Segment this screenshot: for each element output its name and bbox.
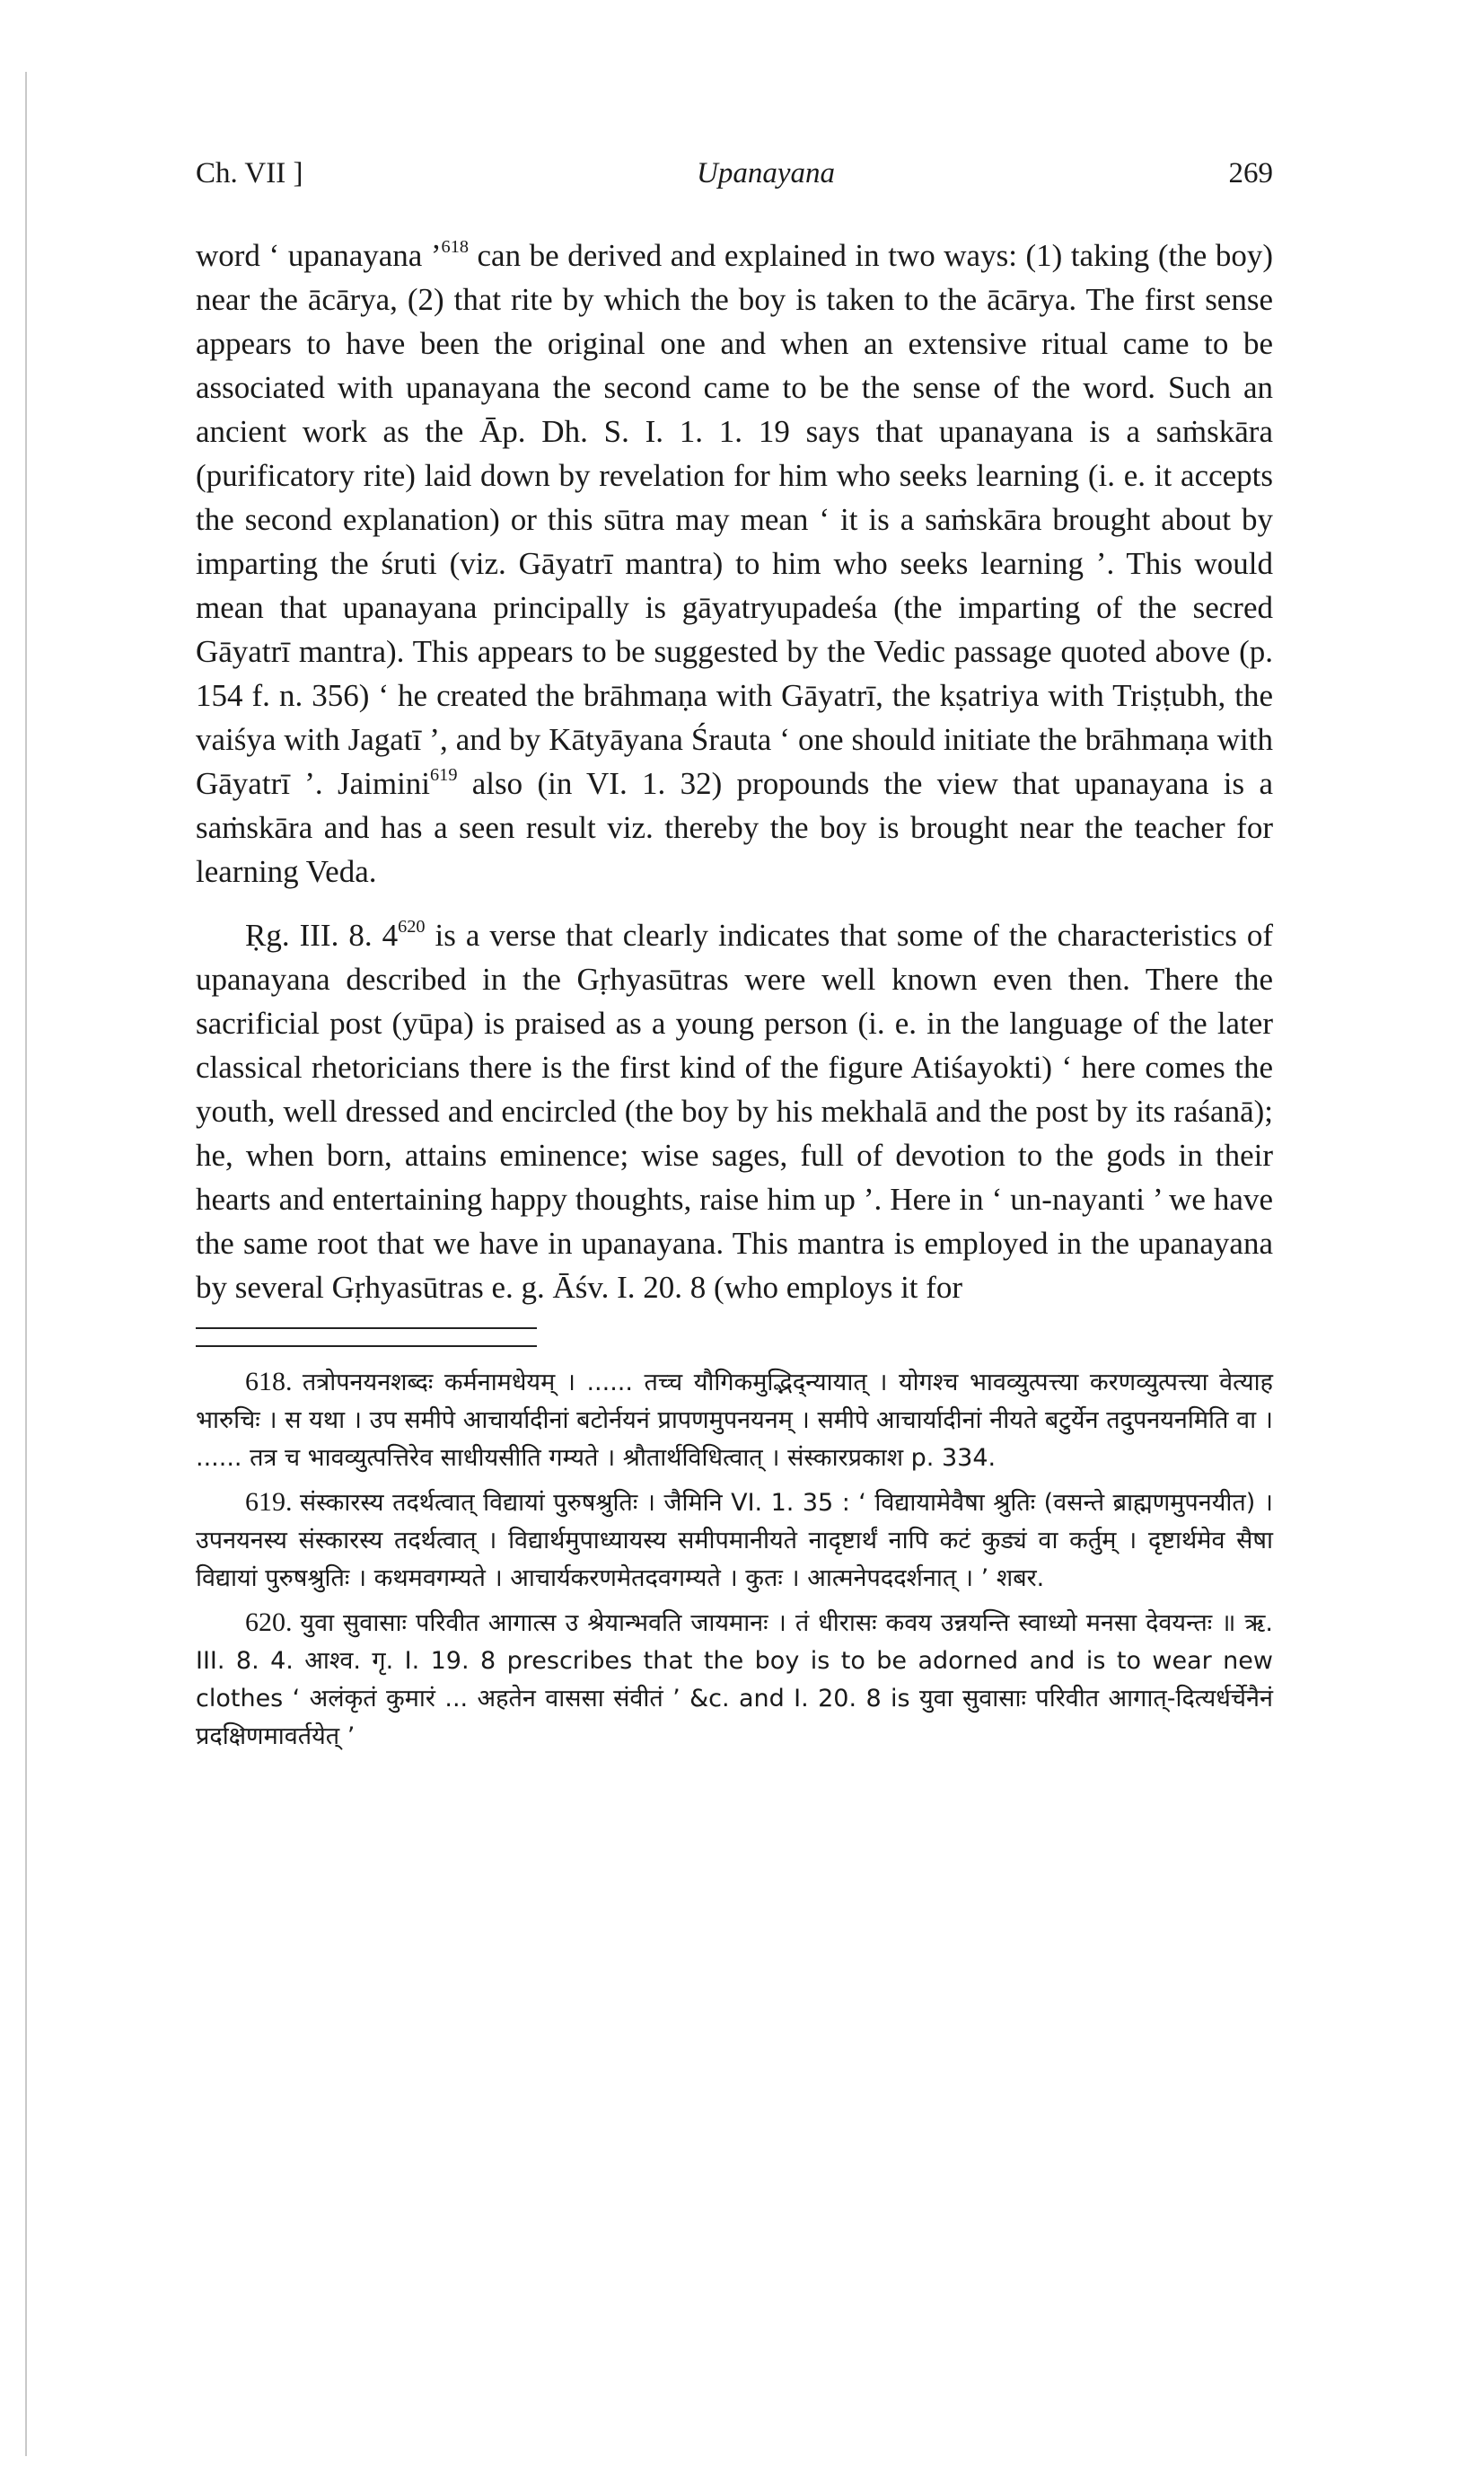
footnote-620: [196, 1604, 1273, 1755]
paragraph-text: is a verse that clearly indicates that some of the characteristics of upanayana described in the Gṛhyasūtras were well known even then. There the sacrificial post (yūpa) is praised as a young person (i. e. in the language of the later classical rhetoricians there is the first kind of the figure Atiśayokti) ‘ here comes the youth, well dressed and encircled (the boy by his mekhalā and the post by its raśanā); he, when born, attains eminence; wise sages, full of devotion to the gods in their hearts and entertaining happy thoughts, raise him up ’. Here in ‘ un-nayanti ’ we have the same root that we have in upanayana. This mantra is employed in the upanayana by several Gṛhyasūtras e. g. Āśv. I. 20. 8 (who employs it for: [196, 918, 1274, 1305]
scan-margin-line: [25, 72, 27, 2456]
page-number: 269: [1228, 157, 1273, 189]
footnote-text: तत्रोपनयनशब्दः कर्मनामधेयम् । ...... तच्च यौगिकमुद्भिद्न्यायात् । योगश्च भावव्युत्पत्त्या करणव्युत्पत्त्या वेत्याह भारुचिः । स यथा । उप समीपे आचार्यादीनां बटोर्नयनं प्रापणमुपनयनम् । समीपे आचार्यादीनां नीयते बटुर्येन तदुपनयनमिति वा । ...... तत्र च भावव्युत्पत्तिरेव साधीयसीति गम्यते । श्रौतार्थविधित्वात् । संस्कारप्रकाश p. 334.: [196, 1369, 1273, 1472]
main-text: [196, 233, 1273, 1309]
footnote-619: [196, 1484, 1273, 1597]
paragraph: [196, 233, 1273, 894]
book-page: [196, 157, 1273, 1762]
footnote-text: युवा सुवासाः परिवीत आगात्स उ श्रेयान्भवति जायमानः । तं धीरासः कवय उन्नयन्ति स्वाध्यो मनसा देवयन्तः ॥ ऋ. III. 8. 4. आश्व. गृ. I. 19. 8 prescribes that the boy is to be adorned and is to wear new clothes ‘ अलंकृतं कुमारं ... अहतेन वाससा संवीतं ’ &c. and I. 20. 8 is युवा सुवासाः परिवीत आगात्-दित्यर्धर्चेनैनं प्रदक्षिणमावर्तयेत् ’: [196, 1609, 1274, 1750]
footnote-number: 618.: [245, 1367, 293, 1396]
paragraph-text: can be derived and explained in two ways: (1) taking (the boy) near the ācārya, (2) that rite by which the boy is taken to the ācārya. The first sense appears to have been the original one and when an extensive ritual came to be associated with upanayana the second came to be the sense of the word. Such an ancient work as the Āp. Dh. S. I. 1. 1. 19 says that upanayana is a saṁskāra (purificatory rite) laid down by revelation for him who seeks learning (i. e. it accepts the second explanation) or this sūtra may mean ‘ it is a saṁskāra brought about by imparting the śruti (viz. Gāyatrī mantra) to him who seeks learning ’. This would mean that upanayana principally is gāyatryupadeśa (the imparting of the secred Gāyatrī mantra). This appears to be suggested by the Vedic passage quoted above (p. 154 f. n. 356) ‘ he created the brāhmaṇa with Gāyatrī, the kṣatriya with Triṣṭubh, the vaiśya with Jagatī ’, and by Kātyāyana Śrauta ‘ one should initiate the brāhmaṇa with Gāyatrī ’. Jaimini: [196, 238, 1273, 801]
footnote-ref-618: 618: [441, 236, 469, 257]
paragraph: [196, 913, 1273, 1309]
running-title: Upanayana: [696, 157, 835, 189]
chapter-label: Ch. VII ]: [196, 157, 303, 189]
footnote-text: संस्कारस्य तदर्थत्वात् विद्यायां पुरुषश्रुतिः । जैमिनि VI. 1. 35 : ‘ विद्यायामेवैषा श्रुतिः (वसन्ते ब्राह्मणमुपनयीत) । उपनयनस्य संस्कारस्य तदर्थत्वात् । विद्यार्थमुपाध्यायस्य समीपमानीयते नादृष्टार्थं नापि कटं कुड्यं वा कर्तुम् । दृष्टार्थमेव सैषा विद्यायां पुरुषश्रुतिः । कथमवगम्यते । आचार्यकरणमेतदवगम्यते । कुतः । आत्मनेपददर्शनात् । ’ शबर.: [196, 1489, 1273, 1592]
footnote-number: 619.: [245, 1487, 293, 1517]
footnote-ref-620: 620: [398, 916, 426, 937]
footnotes: [196, 1363, 1273, 1755]
paragraph-text: word ‘ upanayana ’: [196, 238, 442, 273]
footnote-number: 620.: [245, 1607, 293, 1637]
paragraph-text: Ṛg. III. 8. 4: [245, 918, 399, 953]
running-header: [196, 157, 1273, 190]
footnote-divider: [196, 1327, 537, 1329]
paragraph-text: also (in VI. 1. 32) propounds the view that upanayana is a saṁskāra and has a seen result viz. thereby the boy is brought near the teacher for learning Veda.: [196, 766, 1273, 889]
footnote-618: [196, 1363, 1273, 1476]
footnote-ref-619: 619: [430, 764, 458, 785]
footnote-divider: [196, 1345, 537, 1347]
